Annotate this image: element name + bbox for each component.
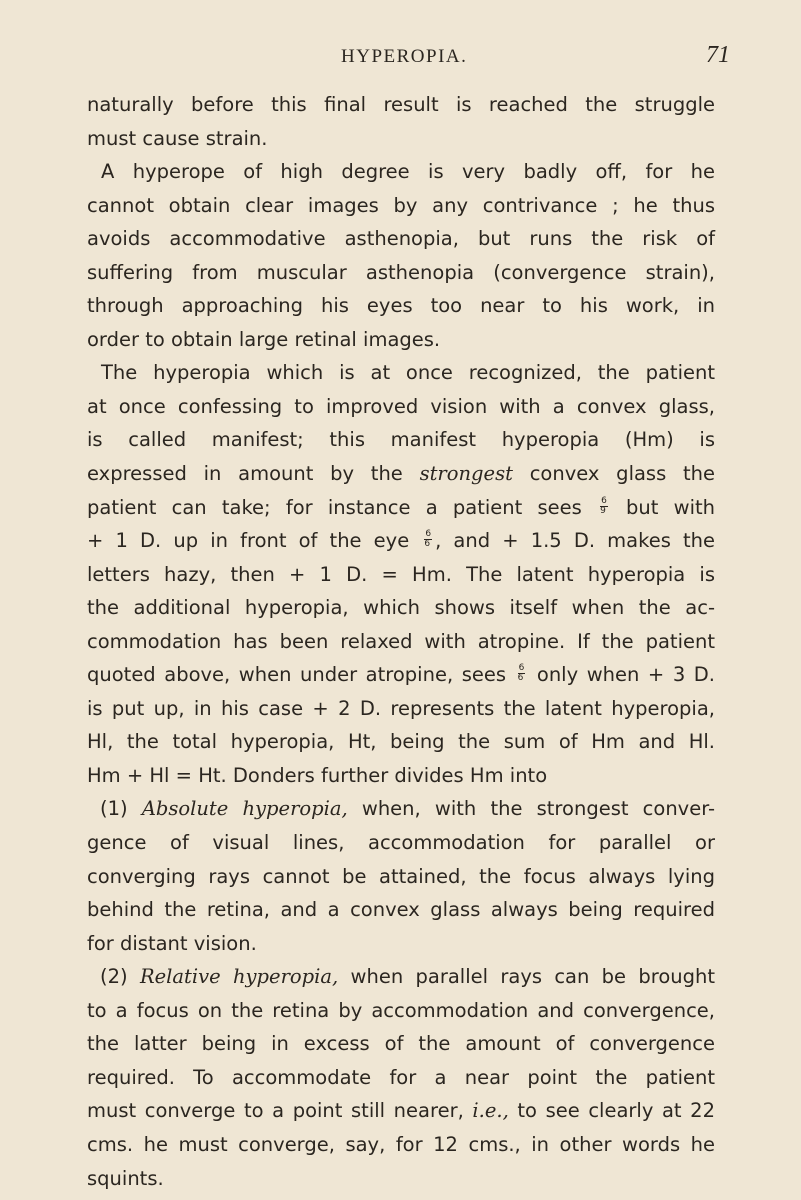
- text-line: squints.: [87, 1166, 164, 1190]
- text-line: [87, 457, 715, 491]
- running-head: [0, 42, 801, 78]
- text-line: [87, 658, 715, 692]
- text-segment: quoted above, when under atropine, sees: [87, 663, 507, 687]
- text-line: [87, 1094, 715, 1128]
- text-line: must cause strain.: [87, 126, 268, 150]
- text-segment: , and + 1.5 D. makes the: [435, 529, 716, 553]
- body-text: [87, 88, 715, 1195]
- running-title: HYPEROPIA.: [341, 46, 468, 67]
- paragraph-start-line: [87, 792, 715, 826]
- fraction-visual-acuity: [600, 497, 608, 516]
- fraction-numerator: 6: [601, 495, 607, 506]
- text-segment: must converge to a point still nearer,: [87, 1099, 464, 1123]
- text-line: cannot obtain clear images by any contrivance ; he thus: [87, 193, 715, 217]
- fraction-numerator: 6: [518, 663, 525, 674]
- text-line: at once confessing to improved vision with a convex glass,: [87, 394, 715, 418]
- page-number: 71: [706, 42, 730, 68]
- text-line: through approaching his eyes too near to his work, in: [87, 294, 715, 318]
- fraction-visual-acuity: [424, 530, 432, 549]
- text-line: required. To accommodate for a near point the patient: [87, 1065, 715, 1089]
- text-line: suffering from muscular asthenopia (convergence strain),: [87, 260, 715, 284]
- term-relative-hyperopia: Relative hyperopia,: [139, 965, 339, 989]
- text-line: to a focus on the retina by accommodation and convergence,: [87, 998, 715, 1022]
- fraction-visual-acuity: [518, 664, 526, 683]
- text-line: order to obtain large retinal images.: [87, 327, 441, 351]
- text-segment: when parallel rays can be brought: [350, 965, 716, 989]
- fraction-numerator: 6: [425, 529, 432, 540]
- fraction-denominator: 6: [424, 539, 431, 550]
- paragraph-start-line: A hyperope of high degree is very badly off, for he: [101, 160, 715, 184]
- text-line: behind the retina, and a convex glass always being required: [87, 898, 715, 922]
- text-line: is called manifest; this manifest hyperopia (Hm) is: [87, 428, 715, 452]
- emphasis-ie: i.e.,: [472, 1099, 509, 1123]
- text-segment: only when + 3 D.: [536, 663, 715, 687]
- text-line: avoids accommodative asthenopia, but runs the risk of: [87, 227, 715, 251]
- text-line: cms. he must converge, say, for 12 cms., in other words he: [87, 1132, 715, 1156]
- text-line: is put up, in his case + 2 D. represents the latent hyperopia,: [87, 696, 715, 720]
- text-segment: convex glass the: [529, 462, 716, 486]
- text-line: letters hazy, then + 1 D. = Hm. The latent hyperopia is: [87, 562, 715, 586]
- text-line: the additional hyperopia, which shows itself when the ac-: [87, 596, 715, 620]
- text-segment: to see clearly at 22: [517, 1099, 715, 1123]
- text-line: [87, 524, 715, 558]
- term-absolute-hyperopia: Absolute hyperopia,: [141, 797, 348, 821]
- text-segment: but with: [626, 495, 716, 519]
- emphasis-strongest: strongest: [419, 462, 513, 486]
- list-number: (1): [100, 797, 128, 821]
- text-line: naturally before this final result is reached the struggle: [87, 93, 715, 116]
- list-number: (2): [100, 965, 128, 989]
- fraction-denominator: 9: [600, 505, 606, 516]
- text-segment: expressed in amount by the: [87, 462, 403, 486]
- text-line: Hl, the total hyperopia, Ht, being the sum of Hm and Hl.: [87, 730, 715, 754]
- text-line: the latter being in excess of the amount of convergence: [87, 1032, 715, 1056]
- text-segment: when, with the strongest conver-: [361, 797, 716, 821]
- text-line: converging rays cannot be attained, the focus always lying: [87, 864, 715, 888]
- text-line: commodation has been relaxed with atropine. If the patient: [87, 629, 715, 653]
- text-line: Hm + Hl = Ht. Donders further divides Hm into: [87, 763, 548, 787]
- paragraph-start-line: The hyperopia which is at once recognized, the patient: [101, 361, 715, 385]
- fraction-denominator: 6: [517, 673, 524, 684]
- paragraph-start-line: [87, 960, 715, 994]
- text-segment: + 1 D. up in front of the eye: [87, 529, 410, 553]
- text-line: [87, 491, 715, 525]
- text-segment: patient can take; for instance a patient sees: [87, 495, 582, 519]
- text-line: for distant vision.: [87, 931, 257, 955]
- text-line: gence of visual lines, accommodation for parallel or: [87, 831, 715, 855]
